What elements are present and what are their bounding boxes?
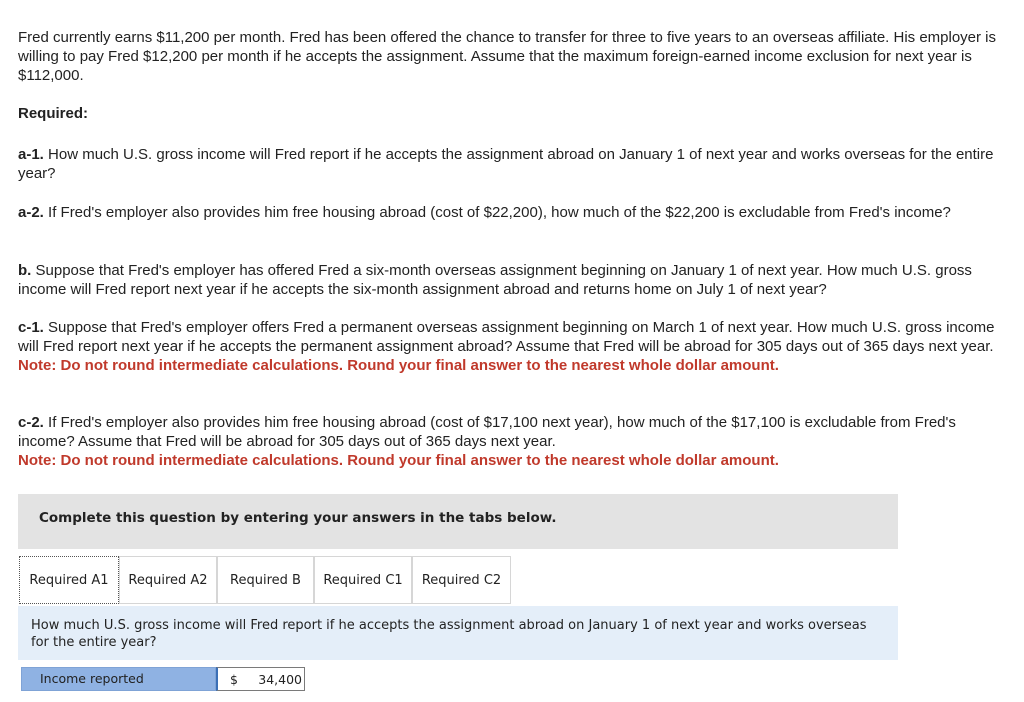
required-heading-block bbox=[18, 104, 1003, 123]
question-label: c-2. bbox=[18, 414, 44, 431]
active-question-text: How much U.S. gross income will Fred report if he accepts the assignment abroad on January 1 of next year and works overseas for the entire year? bbox=[31, 618, 867, 650]
tab-required-c1[interactable]: Required C1 bbox=[314, 556, 412, 604]
intro-text: Fred currently earns $11,200 per month. Fred has been offered the chance to transfer for three to five years to an overseas affiliate. His employer is willing to pay Fred $12,200 per month if he accepts the assignment. Assume that the maximum foreign-earned income exclusion for next year is $112,000. bbox=[18, 29, 997, 85]
question-text: If Fred's employer also provides him free housing abroad (cost of $22,200), how much of the $22,200 is excludable from Fred's income? bbox=[43, 204, 951, 221]
instructions-banner bbox=[18, 494, 898, 549]
question-c1 bbox=[18, 318, 1003, 376]
answer-row-label: Income reported bbox=[21, 667, 216, 691]
problem-intro bbox=[18, 28, 1003, 86]
rounding-note: Note: Do not round intermediate calculations. Round your final answer to the nearest whole dollar amount. bbox=[18, 452, 779, 470]
question-b bbox=[18, 261, 1003, 299]
required-heading: Required: bbox=[18, 105, 89, 122]
answer-field bbox=[216, 667, 305, 691]
question-text: Suppose that Fred's employer offers Fred a permanent overseas assignment beginning on March 1 of next year. How much U.S. gross income will Fred report next year if he accepts the permanent assignment abroad? Assume that Fred will be abroad for 305 days out of 365 days next year. bbox=[18, 319, 995, 356]
question-a2 bbox=[18, 203, 1003, 222]
active-question-panel bbox=[18, 606, 898, 660]
question-text: If Fred's employer also provides him free housing abroad (cost of $17,100 next year), how much of the $17,100 is excludable from Fred's income? Assume that Fred will be abroad for 305 days out of 365 days next year. bbox=[18, 414, 956, 451]
tab-required-c2[interactable]: Required C2 bbox=[412, 556, 511, 604]
question-c2 bbox=[18, 413, 1003, 471]
income-reported-input[interactable] bbox=[244, 670, 302, 688]
question-label: c-1. bbox=[18, 319, 44, 336]
question-label: b. bbox=[18, 262, 32, 279]
question-a1 bbox=[18, 145, 1003, 183]
question-label: a-2. bbox=[18, 204, 44, 221]
banner-text: Complete this question by entering your answers in the tabs below. bbox=[39, 510, 557, 526]
question-text: Suppose that Fred's employer has offered Fred a six-month overseas assignment beginning on January 1 of next year. How much U.S. gross income will Fred report next year if he accepts the six-month assignment abroad and returns home on July 1 of next year? bbox=[18, 262, 972, 299]
rounding-note: Note: Do not round intermediate calculations. Round your final answer to the nearest whole dollar amount. bbox=[18, 357, 779, 375]
question-label: a-1. bbox=[18, 146, 44, 163]
tab-required-a1[interactable]: Required A1 bbox=[19, 556, 119, 604]
tab-required-b[interactable]: Required B bbox=[217, 556, 314, 604]
currency-symbol: $ bbox=[230, 672, 238, 687]
question-text: How much U.S. gross income will Fred report if he accepts the assignment abroad on January 1 of next year and works overseas for the entire year? bbox=[18, 146, 994, 183]
tab-required-a2[interactable]: Required A2 bbox=[119, 556, 217, 604]
